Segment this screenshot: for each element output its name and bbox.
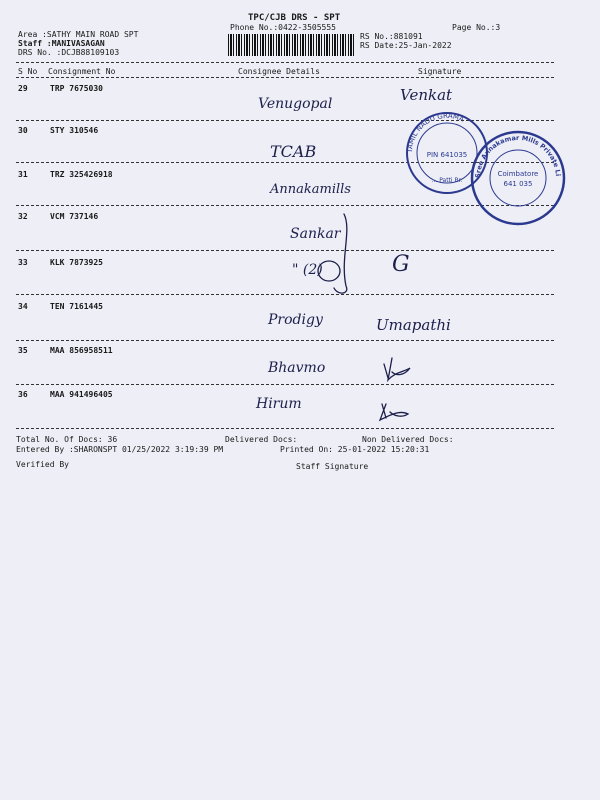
company-seal-pin: 641 035 (503, 180, 533, 188)
row-consignment: STY 310546 (50, 126, 99, 135)
company-seal-city: Coimbatore (497, 170, 539, 178)
consignee-handwriting: Venugopal (258, 96, 333, 112)
document-title: TPC/CJB DRS - SPT (248, 13, 341, 23)
signature-stroke (384, 358, 410, 380)
rs-date: RS Date:25-Jan-2022 (360, 41, 452, 50)
signature-handwriting: Umapathi (376, 316, 451, 334)
row-sno: 29 (18, 84, 28, 93)
staff-name: MANIVASAGAN (51, 39, 105, 48)
entered-by: Entered By :SHARONSPT 01/25/2022 3:19:39 PM (16, 445, 224, 454)
row-consignment: VCM 737146 (50, 212, 99, 221)
col-signature: Signature (418, 67, 462, 76)
row-consignment: MAA 941496405 (50, 390, 113, 399)
signature-stroke (380, 404, 408, 420)
post-stamp-text: TAMIL NADU GRAMA (405, 111, 466, 154)
rs-number: RS No.:881091 (360, 32, 423, 41)
company-seal (464, 122, 568, 228)
col-sno: S No (18, 67, 38, 76)
row-consignment: TRZ 325426918 (50, 170, 113, 179)
staff-label: Staff : (18, 39, 52, 48)
row-consignment: TEN 7161445 (50, 302, 103, 311)
consignee-handwriting: Annakamills (270, 182, 351, 197)
consignee-handwriting: Sankar (290, 226, 341, 242)
signature-stroke (318, 261, 340, 281)
col-consignment: Consignment No (48, 67, 116, 76)
consignee-handwriting: Hirum (256, 396, 302, 412)
drs-number: DRS No. :DCJB88109103 (18, 48, 120, 57)
company-seal-text: Sree Annakamar Mills Private Limited (464, 122, 562, 179)
area: Area :SATHY MAIN ROAD SPT (18, 30, 139, 39)
signature-stroke (334, 214, 347, 293)
signature-handwriting: Venkat (400, 86, 453, 104)
post-stamp-bottom: ... Patti Br. (431, 177, 463, 184)
consignee-handwriting: " (2) (292, 262, 323, 278)
consignee-handwriting: TCAB (270, 142, 317, 161)
page-number: Page No.:3 (452, 23, 501, 32)
row-consignment: KLK 7873925 (50, 258, 103, 267)
non-delivered-docs: Non Delivered Docs: (362, 435, 454, 444)
row-sno: 32 (18, 212, 28, 221)
row-sno: 33 (18, 258, 28, 267)
svg-text:TAMIL NADU GRAMA (406, 112, 465, 154)
consignee-handwriting: Bhavmo (268, 360, 326, 376)
row-sno: 31 (18, 170, 28, 179)
staff-signature: Staff Signature (296, 462, 369, 471)
row-sno: 36 (18, 390, 28, 399)
consignee-handwriting: Prodigy (268, 312, 323, 328)
total-docs: Total No. Of Docs: 36 (16, 435, 118, 444)
row-consignment: TRP 7675030 (50, 84, 103, 93)
verified-by: Verified By (16, 460, 69, 469)
row-sno: 34 (18, 302, 28, 311)
delivered-docs: Delivered Docs: (225, 435, 298, 444)
col-consignee: Consignee Details (238, 67, 320, 76)
row-consignment: MAA 856958511 (50, 346, 113, 355)
post-stamp-pin: PIN 641035 (426, 151, 468, 159)
printed-on: Printed On: 25-01-2022 15:20:31 (280, 445, 430, 454)
row-sno: 35 (18, 346, 28, 355)
phone-number: Phone No.:0422-3505555 (230, 23, 336, 32)
signature-handwriting: G (392, 252, 410, 277)
row-sno: 30 (18, 126, 28, 135)
